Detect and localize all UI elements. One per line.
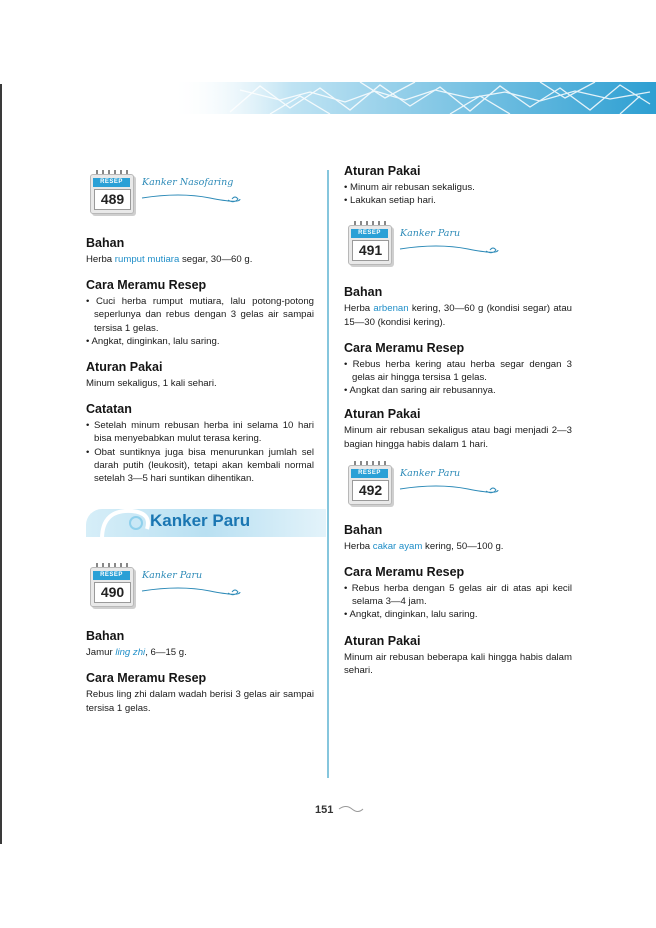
swirl-ornament <box>140 583 250 599</box>
usage-text: Minum air rebusan beberapa kali hingga habis dalam sehari. <box>344 651 572 676</box>
recipe-title: Kanker Paru <box>400 228 461 240</box>
recipe-491-header <box>344 215 572 273</box>
recipe-title: Kanker Paru <box>400 467 461 479</box>
recipe-title: Kanker Paru <box>142 570 203 582</box>
list-item: • Setelah minum rebusan herba ini selama 10 hari bisa menyebabkan mulut terasa kering. <box>86 419 314 445</box>
method-text: Rebus ling zhi dalam wadah berisi 3 gelas air sampai tersisa 1 gelas. <box>86 689 314 714</box>
catatan-489 <box>86 402 314 485</box>
bahan-490 <box>86 629 314 659</box>
left-column <box>86 160 314 715</box>
aturan-489 <box>86 360 314 390</box>
aturan-490 <box>344 164 572 207</box>
list-item: • Angkat, dinginkan, lalu saring. <box>344 608 572 621</box>
page-footer <box>315 800 364 818</box>
page-number: 151 <box>315 804 334 816</box>
list-item: • Cuci herba rumput mutiara, lalu potong-potong seperlunya dan rebus dengan 3 gelas air sampai tersisa 1 gelas. <box>86 295 314 335</box>
bahan-489 <box>86 236 314 266</box>
recipe-title: Kanker Nasofaring <box>142 177 234 188</box>
section-heading: Bahan <box>86 629 125 644</box>
aturan-491 <box>344 407 572 450</box>
recipe-number: 492 <box>352 480 389 501</box>
calendar-icon: RESEP 490 <box>90 563 136 607</box>
list-item: • Lakukan setiap hari. <box>344 194 572 207</box>
header-decoration <box>170 82 656 114</box>
ingredient-text: Herba rumput mutiara segar, 30—60 g. <box>86 254 253 265</box>
aturan-492 <box>344 634 572 677</box>
cara-491 <box>344 341 572 398</box>
section-heading: Cara Meramu Resep <box>344 340 465 355</box>
list-item: • Minum air rebusan sekaligus. <box>344 181 572 194</box>
section-heading: Cara Meramu Resep <box>344 565 465 580</box>
usage-text: Minum air rebusan sekaligus atau bagi menjadi 2—3 bagian hingga habis dalam 1 hari. <box>344 425 572 450</box>
section-heading: Aturan Pakai <box>86 360 163 375</box>
ingredient-text: Jamur ling zhi, 6—15 g. <box>86 647 187 659</box>
recipe-number: 490 <box>94 582 131 603</box>
ingredient-text: Herba cakar ayam kering, 50—100 g. <box>344 540 504 552</box>
usage-text: Minum sekaligus, 1 kali sehari. <box>86 378 217 390</box>
recipe-492-header <box>344 455 572 513</box>
bahan-492 <box>344 523 572 553</box>
recipe-489-header <box>86 164 314 222</box>
swirl-ornament <box>398 241 508 257</box>
chapter-title: Kanker Paru <box>150 511 251 531</box>
section-heading: Aturan Pakai <box>344 633 421 648</box>
column-divider <box>327 170 329 778</box>
recipe-number: 489 <box>94 189 131 210</box>
chapter-banner <box>86 499 314 545</box>
cara-489 <box>86 278 314 348</box>
section-heading: Bahan <box>86 236 125 250</box>
section-heading: Aturan Pakai <box>344 407 421 422</box>
calendar-icon: RESEP 491 <box>348 221 394 265</box>
footer-ornament <box>338 804 364 814</box>
ingredient-text: Herba arbenan kering, 30—60 g (kondisi segar) atau 15—30 (kondisi kering). <box>344 303 573 328</box>
bahan-491 <box>344 285 572 328</box>
swirl-ornament <box>140 190 250 206</box>
section-heading: Aturan Pakai <box>344 164 421 178</box>
list-item: • Angkat dan saring air rebusannya. <box>344 384 572 397</box>
list-item: • Rebus herba dengan 5 gelas air di atas api kecil selama 3—4 jam. <box>344 582 572 608</box>
section-heading: Cara Meramu Resep <box>86 671 207 686</box>
recipe-number: 491 <box>352 240 389 261</box>
section-heading: Cara Meramu Resep <box>86 278 207 293</box>
calendar-icon: RESEP 492 <box>348 461 394 505</box>
cara-490 <box>86 671 314 714</box>
section-heading: Bahan <box>344 522 383 537</box>
page-edge <box>0 84 2 844</box>
list-item: • Angkat, dinginkan, lalu saring. <box>86 335 314 348</box>
recipe-490-header <box>86 557 314 615</box>
list-item: • Rebus herba kering atau herba segar dengan 3 gelas air hingga tersisa 1 gelas. <box>344 358 572 384</box>
list-item: • Obat suntiknya juga bisa menurunkan jumlah sel darah putih (leukosit), tetapi akan kembali normal setelah 3—5 hari suntikan dihentikan. <box>86 446 314 486</box>
swirl-ornament <box>398 481 508 497</box>
calendar-icon: RESEP 489 <box>90 170 136 214</box>
right-column <box>344 160 572 677</box>
cara-492 <box>344 565 572 622</box>
section-heading: Bahan <box>344 285 383 300</box>
section-heading: Catatan <box>86 402 132 417</box>
